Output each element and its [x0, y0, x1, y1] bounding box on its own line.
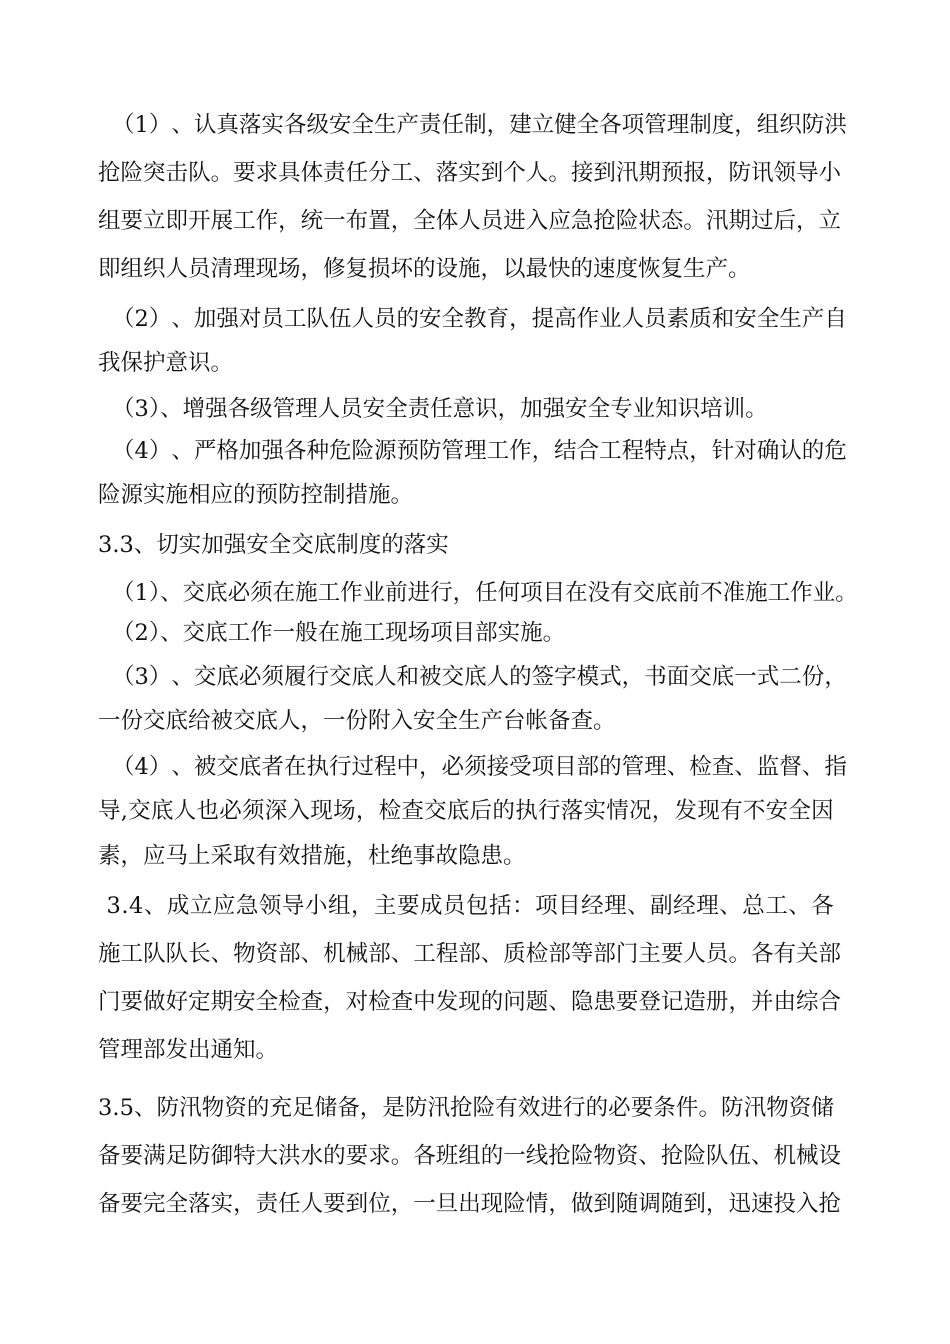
- paragraph-4-line-2: 险源实施相应的预防控制措施。: [98, 482, 414, 508]
- paragraph-1-line-1: （ 1 ） 、 认 真 落 实 各 级 安 全 生 产 责 任 制 ， 建 立 健 全 各 项 管 理 制 度 ， 组 织 防 洪: [112, 112, 847, 138]
- paragraph-8-line-2: 一份交底给被交底人，一份附入安全生产台帐备查。: [98, 708, 616, 734]
- paragraph-9-line-2: 导 , 交 底 人 也 必 须 深 入 现 场 ， 检 查 交 底 后 的 执 行 落 实 情 况 ， 发 现 有 不 安 全 因: [98, 798, 834, 824]
- section-heading-3-3: 3.3、切实加强安全交底制度的落实: [98, 532, 449, 558]
- paragraph-9-line-3: 素，应马上采取有效措施，杜绝事故隐患。: [98, 843, 526, 869]
- paragraph-1-line-4: 即组织人员清理现场，修复损坏的设施，以最快的速度恢复生产。: [98, 256, 751, 282]
- paragraph-11-line-2: 备 要 满 足 防 御 特 大 洪 水 的 要 求 。 各 班 组 的 一 线 抢 险 物 资 、 抢 险 队 伍 、 机 械 设: [98, 1143, 842, 1169]
- paragraph-10-line-4: 管理部发出通知。: [98, 1037, 279, 1063]
- paragraph-4-line-1: （ 4 ） 、 严 格 加 强 各 种 危 险 源 预 防 管 理 工 作 ， 结 合 工 程 特 点 ， 针 对 确 认 的 危: [112, 438, 847, 464]
- paragraph-7-line-1: （2）、交底工作一般在施工现场项目部实施。: [112, 620, 566, 646]
- paragraph-10-line-3: 门 要 做 好 定 期 安 全 检 查 ， 对 检 查 中 发 现 的 问 题 、 隐 患 要 登 记 造 册 ， 并 由 综 合: [98, 989, 842, 1015]
- paragraph-1-line-2: 抢 险 突 击 队 。 要 求 具 体 责 任 分 工 、 落 实 到 个 人 。 接 到 汛 期 预 报 ， 防 讯 领 导 小: [98, 160, 842, 186]
- paragraph-9-line-1: （ 4 ） 、 被 交 底 者 在 执 行 过 程 中 ， 必 须 接 受 项 目 部 的 管 理 、 检 查 、 监 督 、 指: [112, 754, 847, 780]
- paragraph-10-line-1: 3 . 4 、 成 立 应 急 领 导 小 组 ， 主 要 成 员 包 括 ： 项 目 经 理 、 副 经 理 、 总 工 、 各: [106, 893, 834, 919]
- paragraph-11-line-1: 3 . 5 、 防 汛 物 资 的 充 足 储 备 ， 是 防 汛 抢 险 有 效 进 行 的 必 要 条 件 。 防 汛 物 资 储: [98, 1095, 834, 1121]
- paragraph-6-line-1: （1）、交底必须在施工作业前进行，任何项目在没有交底前不准施工作业。: [112, 580, 858, 606]
- paragraph-3-line-1: （3）、增强各级管理人员安全责任意识，加强安全专业知识培训。: [112, 396, 768, 422]
- paragraph-10-line-2: 施 工 队 队 长 、 物 资 部 、 机 械 部 、 工 程 部 、 质 检 部 等 部 门 主 要 人 员 。 各 有 关 部: [98, 941, 842, 967]
- paragraph-2-line-1: （ 2 ） 、 加 强 对 员 工 队 伍 人 员 的 安 全 教 育 ， 提 高 作 业 人 员 素 质 和 安 全 生 产 自: [112, 306, 847, 332]
- paragraph-8-line-1: （ 3 ） 、 交 底 必 须 履 行 交 底 人 和 被 交 底 人 的 签 字 模 式 ， 书 面 交 底 一 式 二 份 ，: [112, 664, 847, 690]
- paragraph-11-line-3: 备 要 完 全 落 实 ， 责 任 人 要 到 位 ， 一 旦 出 现 险 情 ， 做 到 随 调 随 到 ， 迅 速 投 入 抢: [98, 1191, 842, 1217]
- paragraph-2-line-2: 我保护意识。: [98, 350, 234, 376]
- paragraph-1-line-3: 组 要 立 即 开 展 工 作 ， 统 一 布 置 ， 全 体 人 员 进 入 应 急 抢 险 状 态 。 汛 期 过 后 ， 立: [98, 208, 842, 234]
